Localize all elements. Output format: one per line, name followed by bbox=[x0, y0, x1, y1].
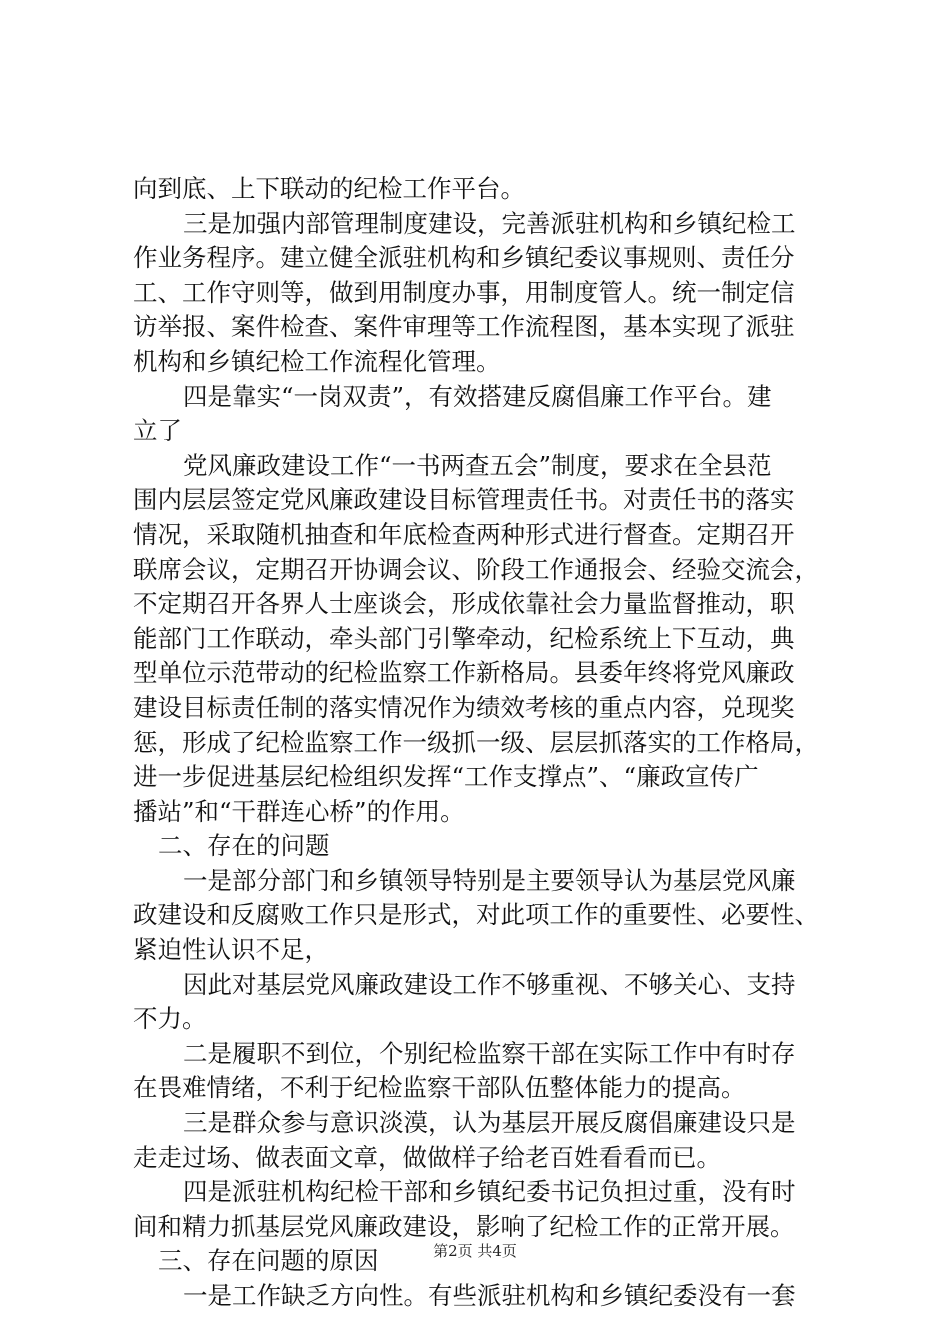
text-line: 三是加强内部管理制度建设，完善派驻机构和乡镇纪检工 bbox=[183, 208, 796, 238]
text-line: 能部门工作联动，牵头部门引擎牵动，纪检系统上下互动，典 bbox=[133, 623, 795, 653]
text-line: 一是部分部门和乡镇领导特别是主要领导认为基层党风廉 bbox=[183, 865, 796, 895]
text-line: 不定期召开各界人士座谈会，形成依靠社会力量监督推动，职 bbox=[133, 589, 795, 619]
text-line: 二、存在的问题 bbox=[158, 831, 330, 861]
text-line: 三是群众参与意识淡漠，认为基层开展反腐倡廉建设只是 bbox=[183, 1108, 796, 1138]
text-line: 向到底、上下联动的纪检工作平台。 bbox=[133, 174, 525, 203]
text-line: 三、存在问题的原因 bbox=[158, 1246, 379, 1276]
text-line: 不力。 bbox=[133, 1004, 207, 1034]
text-line: 走走过场、做表面文章，做做样子给老百姓看看而已。 bbox=[133, 1142, 721, 1172]
text-line: 间和精力抓基层党风廉政建设，影响了纪检工作的正常开展。 bbox=[133, 1211, 795, 1241]
text-line: 惩，形成了纪检监察工作一级抓一级、层层抓落实的工作格局， bbox=[133, 727, 819, 757]
text-line: 作业务程序。建立健全派驻机构和乡镇纪委议事规则、责任分 bbox=[133, 243, 795, 273]
page-footer: 第2页 共4页 bbox=[433, 1242, 517, 1260]
text-line: 党风廉政建设工作“一书两查五会”制度，要求在全县范 bbox=[183, 450, 772, 480]
text-line: 型单位示范带动的纪检监察工作新格局。县委年终将党风廉政 bbox=[133, 658, 795, 688]
text-line: 因此对基层党风廉政建设工作不够重视、不够关心、支持 bbox=[183, 969, 796, 999]
text-line: 机构和乡镇纪检工作流程化管理。 bbox=[133, 346, 501, 376]
text-line: 在畏难情绪，不利于纪检监察干部队伍整体能力的提高。 bbox=[133, 1073, 746, 1103]
text-line: 访举报、案件检查、案件审理等工作流程图，基本实现了派驻 bbox=[133, 312, 795, 342]
text-line: 播站”和“干群连心桥”的作用。 bbox=[133, 796, 465, 826]
text-line: 工、工作守则等，做到用制度办事，用制度管人。统一制定信 bbox=[133, 277, 795, 307]
text-line: 情况，采取随机抽查和年底检查两种形式进行督查。定期召开 bbox=[133, 519, 795, 549]
text-line: 联席会议，定期召开协调会议、阶段工作通报会、经验交流会， bbox=[133, 554, 819, 584]
text-line: 围内层层签定党风廉政建设目标管理责任书。对责任书的落实 bbox=[133, 485, 795, 515]
body-text bbox=[133, 172, 838, 1314]
text-line: 四是派驻机构纪检干部和乡镇纪委书记负担过重，没有时 bbox=[183, 1177, 796, 1207]
text-line: 政建设和反腐败工作只是形式，对此项工作的重要性、必要性、 bbox=[133, 900, 819, 930]
text-line: 进一步促进基层纪检组织发挥“工作支撑点”、“廉政宣传广 bbox=[133, 762, 759, 792]
text-line: 建设目标责任制的落实情况作为绩效考核的重点内容，兑现奖 bbox=[133, 692, 795, 722]
text-line: 一是工作缺乏方向性。有些派驻机构和乡镇纪委没有一套 bbox=[183, 1281, 796, 1310]
text-line: 二是履职不到位，个别纪检监察干部在实际工作中有时存 bbox=[183, 1038, 796, 1068]
text-line: 立了 bbox=[133, 416, 182, 446]
text-line: 四是靠实“一岗双责”，有效搭建反腐倡廉工作平台。建 bbox=[183, 381, 772, 411]
text-line: 紧迫性认识不足， bbox=[133, 935, 329, 965]
